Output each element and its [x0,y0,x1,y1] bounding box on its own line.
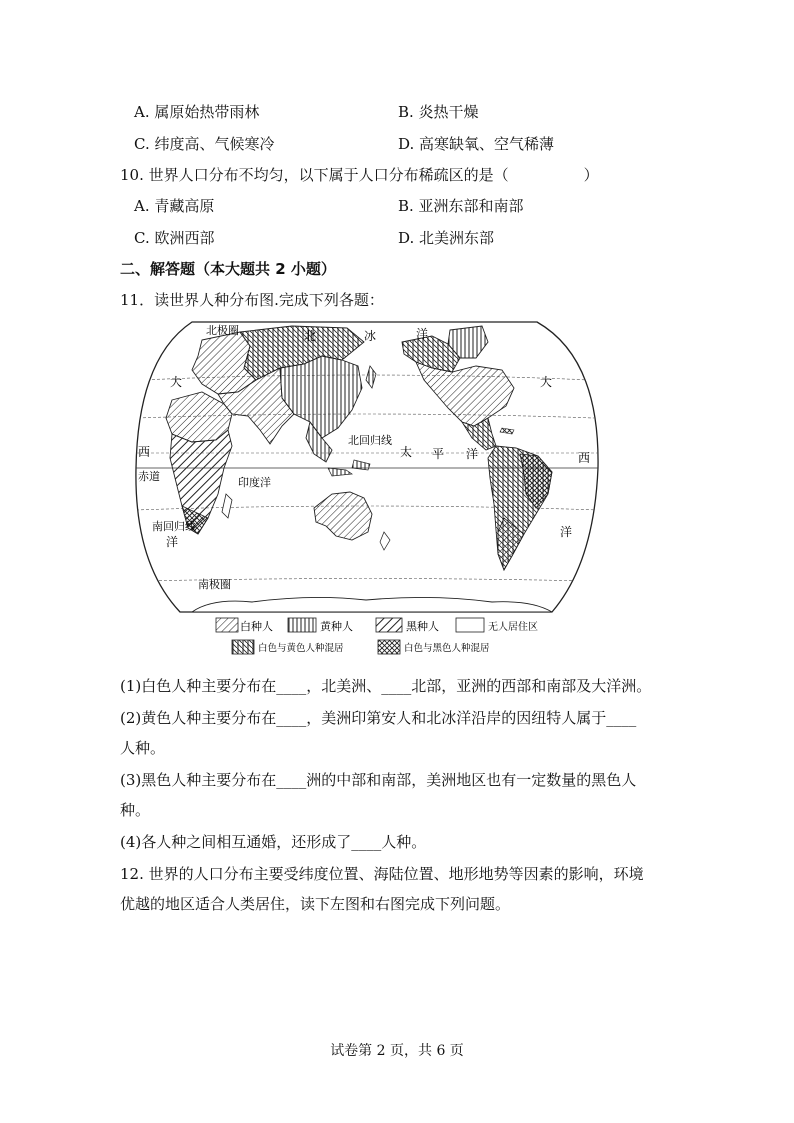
page-footer: 试卷第 2 页，共 6 页 [330,1043,464,1059]
label-tai: 太 [400,445,413,459]
label-tropic-north: 北回归线 [348,434,392,447]
q12-line2: 优越的地区适合人类居住，读下左图和右图完成下列问题。 [120,895,511,913]
label-south-polar: 南极圈 [198,578,231,591]
q9-option-a: A. 属原始热带雨林 [134,103,260,121]
label-north-polar: 北极圈 [206,324,239,337]
q10-option-c: C. 欧洲西部 [134,229,215,247]
label-bing: 冰 [364,329,377,343]
legend-swatch-yellow [288,618,316,632]
legend-none-label: 无人居住区 [488,622,538,633]
q10-stem: 10. 世界人口分布不均匀，以下属于人口分布稀疏区的是（ ） [120,166,599,184]
label-yang-north: 洋 [416,327,429,341]
q11-part2-line2: 人种。 [120,739,166,757]
legend-swatch-mix-wb [378,640,400,654]
label-xi-left: 西 [138,445,151,459]
q11-part4: (4)各人种之间相互通婚，还形成了____人种。 [120,833,427,851]
legend-swatch-none [456,618,484,632]
q11-part3-line2: 种。 [120,801,151,819]
label-yang-right: 洋 [560,525,573,539]
legend-black-label: 黑种人 [406,620,439,633]
legend-swatch-mix-wy [232,640,254,654]
q11-part2-line1: (2)黄色人种主要分布在____，美洲印第安人和北冰洋沿岸的因纽特人属于____ [120,709,637,727]
legend-mix-wy-label: 白色与黄色人种混居 [258,643,344,654]
label-da-right: 大 [540,375,553,389]
legend-swatch-white [216,618,238,632]
q12-line1: 12. 世界的人口分布主要受纬度位置、海陆位置、地形地势等因素的影响，环境 [120,865,644,883]
label-indian-ocean: 印度洋 [238,476,271,489]
q11-stem: 11．读世界人种分布图.完成下列各题： [120,291,384,309]
q9-option-d: D. 高寒缺氧、空气稀薄 [398,135,555,153]
legend-white-label: 白种人 [240,620,273,633]
q11-part3-line1: (3)黑色人种主要分布在____洲的中部和南部，美洲地区也有一定数量的黑色人 [120,771,637,789]
q11-part1: (1)白色人种主要分布在____，北美洲、____北部，亚洲的西部和南部及大洋洲。 [120,677,652,695]
label-yang-left: 洋 [166,535,179,549]
q9-option-b: B. 炎热干燥 [398,103,479,121]
label-tropic-south: 南回归线 [152,520,196,533]
q10-option-b: B. 亚洲东部和南部 [398,197,524,215]
legend-swatch-black [376,618,402,632]
q9-option-c: C. 纬度高、气候寒冷 [134,135,275,153]
legend-mix-wb-label: 白色与黑色人种混居 [404,643,490,654]
label-ping: 平 [432,447,445,461]
q10-option-a: A. 青藏高原 [134,197,215,215]
label-equator: 赤道 [138,470,160,483]
section-heading: 二、解答题（本大题共 2 小题） [120,260,336,278]
world-race-map [132,318,600,658]
label-yang-pacific: 洋 [466,447,479,461]
label-xi-right: 西 [578,451,591,465]
label-da-left: 大 [170,375,183,389]
q10-option-d: D. 北美洲东部 [398,229,495,247]
label-bei: 北 [304,329,317,343]
legend-yellow-label: 黄种人 [320,620,353,633]
